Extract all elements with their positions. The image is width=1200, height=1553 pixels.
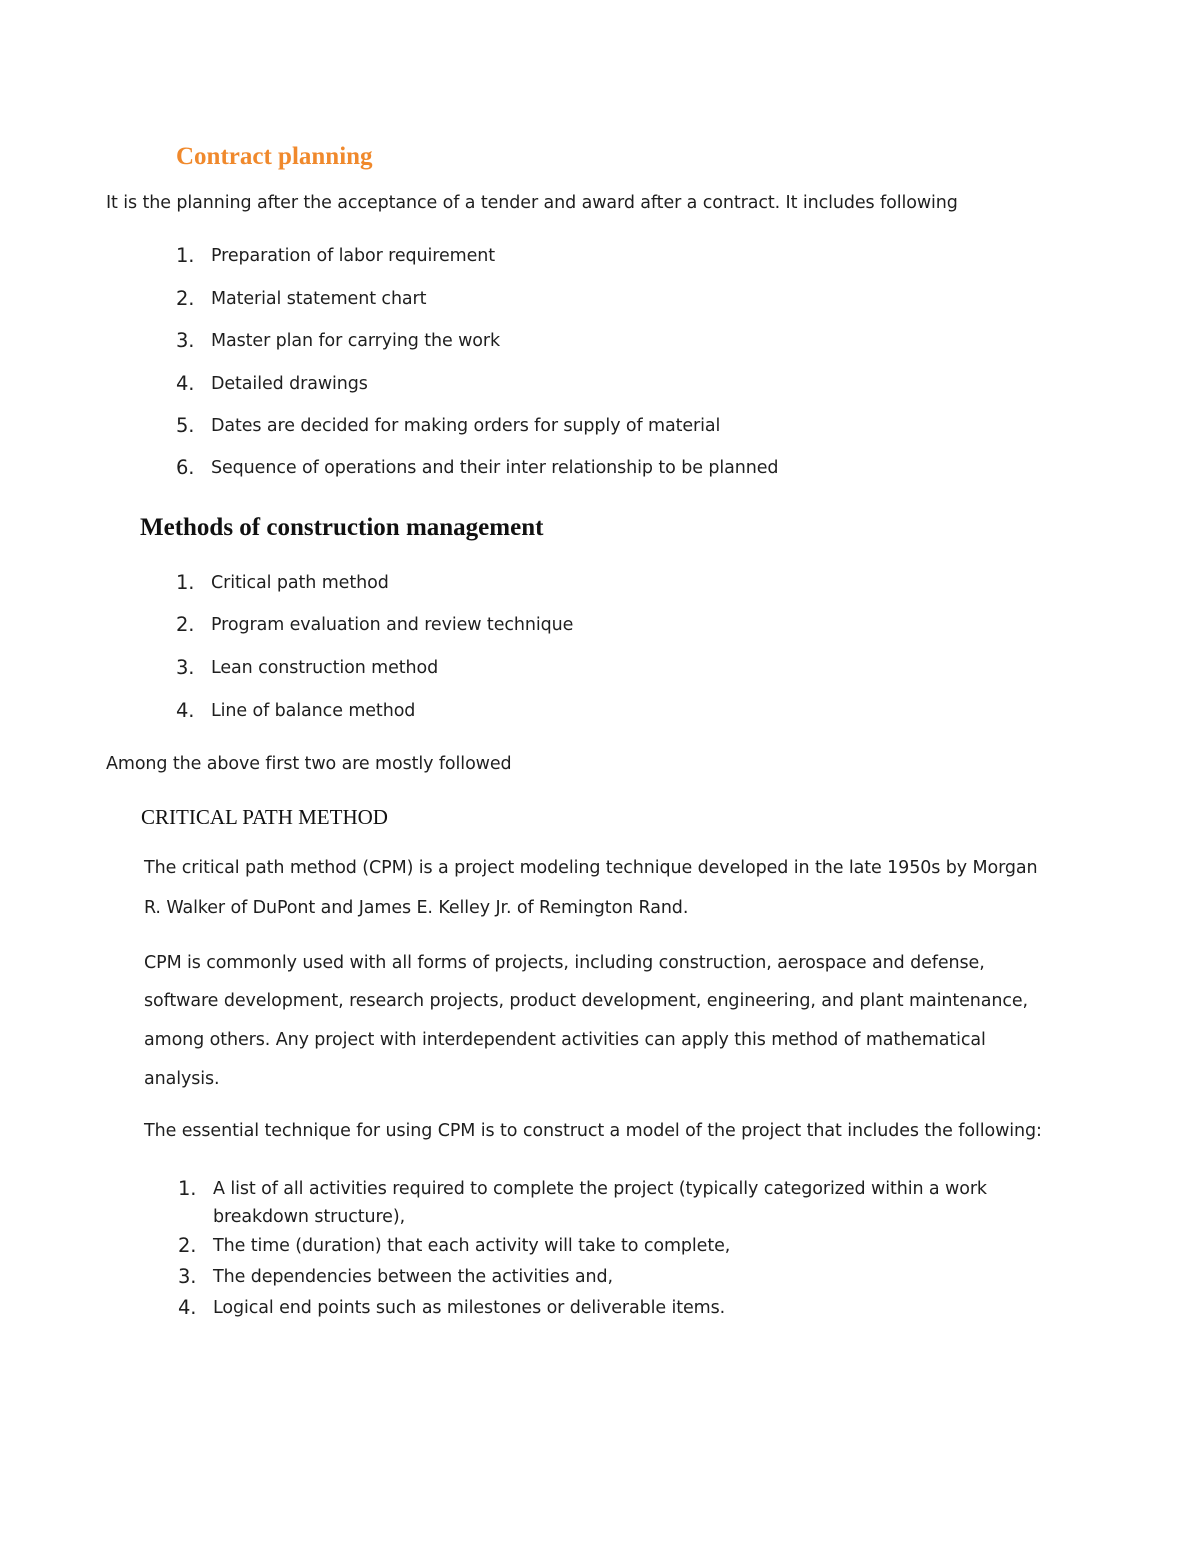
list-text-continuation: breakdown structure), (213, 1207, 406, 1227)
list-text: Dates are decided for making orders for supply of material (211, 416, 721, 436)
list-number: 4. (176, 372, 195, 395)
list-number: 2. (178, 1234, 197, 1257)
list-number: 1. (178, 1177, 197, 1200)
list-text: Sequence of operations and their inter relationship to be planned (211, 458, 779, 478)
cpm-paragraph-2-line: analysis. (144, 1069, 220, 1089)
list-number: 1. (176, 244, 195, 267)
list-number: 3. (176, 329, 195, 352)
list-text: Material statement chart (211, 289, 427, 309)
list-text: Master plan for carrying the work (211, 331, 501, 351)
list-number: 3. (178, 1265, 197, 1288)
list-number: 2. (176, 287, 195, 310)
list-text: Program evaluation and review technique (211, 615, 574, 635)
list-text: Detailed drawings (211, 374, 368, 394)
list-number: 2. (176, 613, 195, 636)
list-number: 4. (176, 699, 195, 722)
list-text: Line of balance method (211, 701, 416, 721)
list-number: 3. (176, 656, 195, 679)
list-number: 4. (178, 1296, 197, 1319)
list-number: 1. (176, 571, 195, 594)
methods-note: Among the above first two are mostly followed (106, 754, 512, 774)
cpm-paragraph-2-line: software development, research projects, product development, engineering, and plant maintenance, (144, 991, 1029, 1011)
contract-intro: It is the planning after the acceptance of a tender and award after a contract. It includes following (106, 193, 958, 213)
cpm-paragraph-2-line: among others. Any project with interdependent activities can apply this method of mathematical (144, 1030, 986, 1050)
list-text: Critical path method (211, 573, 389, 593)
cpm-paragraph-1-line: The critical path method (CPM) is a project modeling technique developed in the late 1950s by Morgan (144, 858, 1038, 878)
list-text: Lean construction method (211, 658, 439, 678)
methods-heading: Methods of construction management (140, 514, 544, 541)
list-text: A list of all activities required to complete the project (typically categorized within a work (213, 1179, 987, 1199)
cpm-paragraph-1-line: R. Walker of DuPont and James E. Kelley Jr. of Remington Rand. (144, 898, 689, 918)
list-text: Logical end points such as milestones or deliverable items. (213, 1298, 726, 1318)
list-text: Preparation of labor requirement (211, 246, 496, 266)
cpm-paragraph-3: The essential technique for using CPM is to construct a model of the project that includes the following: (144, 1121, 1042, 1141)
cpm-heading: CRITICAL PATH METHOD (141, 805, 388, 829)
list-number: 6. (176, 456, 195, 479)
cpm-paragraph-2-line: CPM is commonly used with all forms of projects, including construction, aerospace and defense, (144, 953, 985, 973)
list-text: The time (duration) that each activity will take to complete, (213, 1236, 731, 1256)
list-text: The dependencies between the activities and, (213, 1267, 613, 1287)
contract-planning-heading: Contract planning (176, 143, 373, 170)
list-number: 5. (176, 414, 195, 437)
